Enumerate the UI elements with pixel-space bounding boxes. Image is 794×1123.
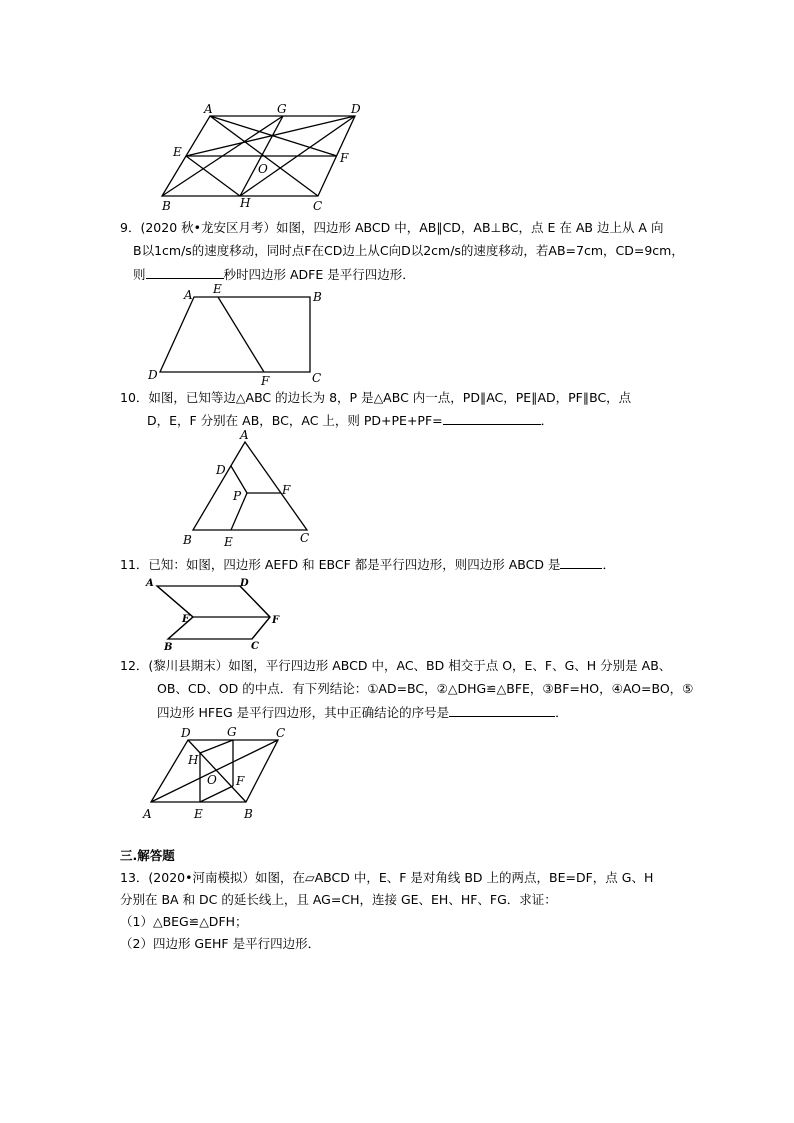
q10-line-2 xyxy=(147,412,553,429)
label-A: A xyxy=(204,102,213,116)
label-F: F xyxy=(236,774,245,788)
label-C: C xyxy=(276,726,286,740)
label-B: B xyxy=(313,290,322,304)
label-A: A xyxy=(184,288,193,302)
label-D: D xyxy=(148,368,158,382)
label-F: F xyxy=(340,151,349,165)
label-F: F xyxy=(272,615,280,626)
label-D: D xyxy=(216,463,226,477)
q13-item-1: （1）△BEG≌△DFH； xyxy=(120,914,248,929)
q11-line-1 xyxy=(120,556,615,573)
q10-line-2-prefix: D，E，F 分别在 AB，BC，AC 上，则 PD+PE+PF= xyxy=(147,413,443,428)
label-O: O xyxy=(258,162,268,176)
label-P: P xyxy=(233,489,242,503)
label-C: C xyxy=(251,641,259,652)
q9-answer-blank[interactable] xyxy=(146,266,224,279)
q12-line-3 xyxy=(157,704,568,721)
label-E: E xyxy=(182,614,190,625)
q11-line-1-suffix: ． xyxy=(602,557,615,572)
label-A: A xyxy=(146,578,154,589)
label-B: B xyxy=(244,807,253,821)
q11-answer-blank[interactable] xyxy=(560,556,602,569)
figure-q9 xyxy=(140,282,340,387)
figure-q12 xyxy=(138,722,298,827)
q13-line-1: 13．(2020•河南模拟）如图，在▱ABCD 中，E、F 是对角线 BD 上的两点，BE=DF，点 G、H xyxy=(120,870,654,885)
label-B: B xyxy=(183,533,192,547)
label-C: C xyxy=(313,199,323,213)
label-E: E xyxy=(194,807,203,821)
label-C: C xyxy=(312,371,322,385)
q10-line-2-suffix: ． xyxy=(540,413,554,428)
label-A: A xyxy=(143,807,152,821)
label-F: F xyxy=(261,374,270,388)
label-G: G xyxy=(277,102,287,116)
label-F: F xyxy=(282,483,291,497)
figure-q10 xyxy=(175,430,325,550)
q13-line-2: 分别在 BA 和 DC 的延长线上，且 AG=CH，连接 GE、EH、HF、FG．求证： xyxy=(120,892,557,907)
label-H: H xyxy=(240,196,251,210)
label-C: C xyxy=(300,531,310,545)
q12-line-3-prefix: 四边形 HFEG 是平行四边形，其中正确结论的序号是 xyxy=(157,705,450,720)
label-B: B xyxy=(162,199,171,213)
label-E: E xyxy=(213,282,222,296)
figure-q11 xyxy=(140,574,290,654)
label-O: O xyxy=(207,773,217,787)
q9-line-1: 9．(2020 秋•龙安区月考）如图，四边形 ABCD 中，AB∥CD，AB⊥BC，点 E 在 AB 边上从 A 向 xyxy=(120,220,664,235)
label-D: D xyxy=(181,726,191,740)
q12-line-1: 12．(黎川县期末）如图，平行四边形 ABCD 中，AC、BD 相交于点 O，E、F、G、H 分别是 AB、 xyxy=(120,658,672,673)
q10-answer-blank[interactable] xyxy=(443,412,541,425)
section-heading: 三.解答题 xyxy=(120,848,175,863)
q9-line-3-suffix: 秒时四边形 ADFE 是平行四边形． xyxy=(223,267,415,282)
q9-line-3-prefix: 则 xyxy=(133,267,146,282)
label-E: E xyxy=(173,145,182,159)
q12-line-3-suffix: ． xyxy=(555,705,568,720)
q13-item-2: （2）四边形 GEHF 是平行四边形． xyxy=(120,936,321,951)
label-D: D xyxy=(351,102,361,116)
label-E: E xyxy=(224,535,233,549)
label-A: A xyxy=(240,428,249,442)
q11-line-1-prefix: 11．已知：如图，四边形 AEFD 和 EBCF 都是平行四边形，则四边形 ABCD 是 xyxy=(120,557,561,572)
label-H: H xyxy=(188,753,199,767)
label-B: B xyxy=(164,642,173,653)
q12-answer-blank[interactable] xyxy=(449,704,555,717)
q12-line-2: OB、CD、OD 的中点．有下列结论：①AD=BC，②△DHG≌△BFE，③BF=HO，④AO=BO，⑤ xyxy=(157,681,694,696)
q10-line-1: 10．如图，已知等边△ABC 的边长为 8，P 是△ABC 内一点，PD∥AC，PE∥AD，PF∥BC，点 xyxy=(120,390,632,405)
label-D: D xyxy=(240,578,249,589)
q9-line-3 xyxy=(133,266,415,283)
q9-line-2: B以1cm/s的速度移动，同时点F在CD边上从C向D以2cm/s的速度移动，若AB=7cm，CD=9cm， xyxy=(133,243,684,258)
label-G: G xyxy=(227,725,237,739)
figure-q8 xyxy=(150,100,370,215)
